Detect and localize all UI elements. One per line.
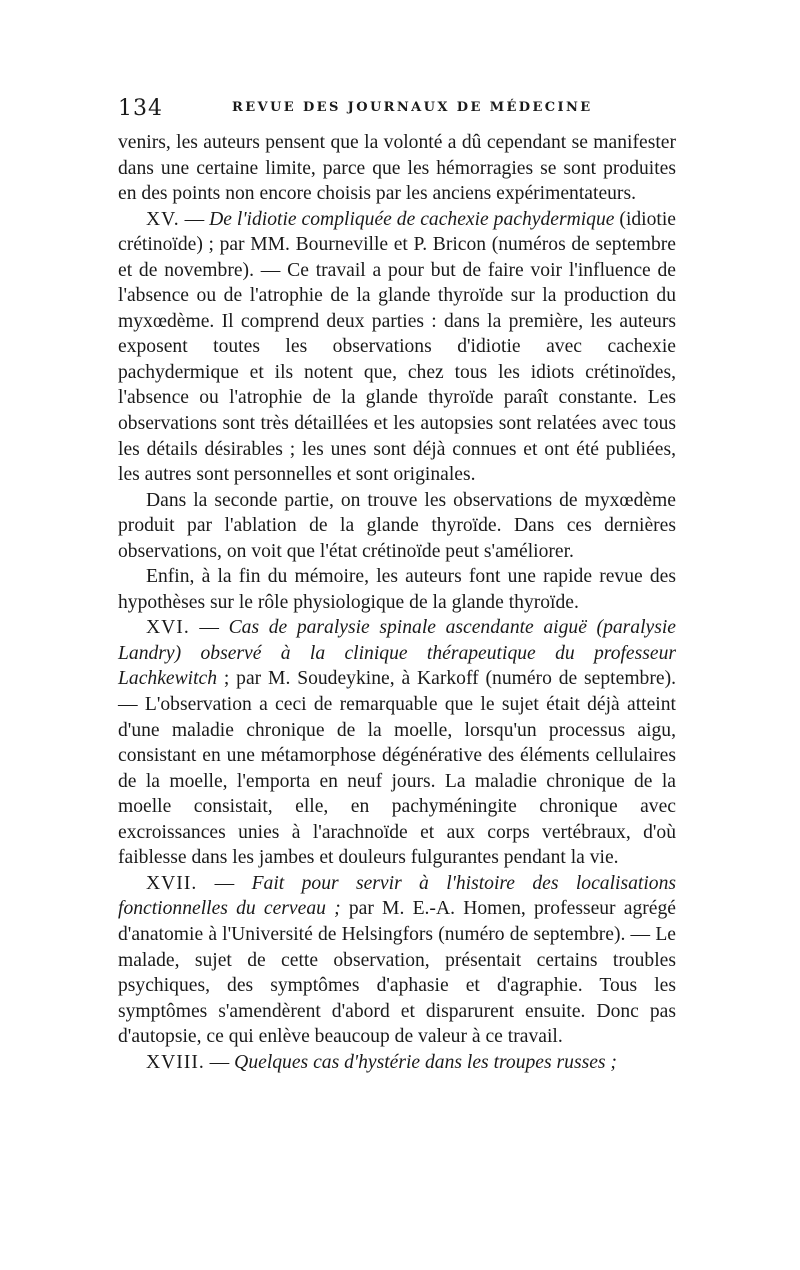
entry-title: Quelques cas d'hystérie dans les troupes russes ; <box>234 1051 617 1073</box>
entry-xvii: XVII. — Fait pour servir à l'histoire des localisations fonctionnelles du cerveau ; par M. E.-A. Homen, professeur agrégé d'anatomie à l'Université de Helsingfors (numéro de septembre). — Le malade, sujet de cette observation, présentait certains troubles psychiques, des symptômes d'aphasie et d'agraphie. Tous les symptômes s'amendèrent d'abord et disparurent ensuite. Donc pas d'autopsie, ce qui enlève beaucoup de valeur à ce travail. <box>118 872 676 1048</box>
entry-title: Fait pour servir à l'histoire des localisations fonctionnelles du cerveau ; <box>118 872 676 920</box>
running-title: REVUE DES JOURNAUX DE MÉDECINE <box>232 100 593 115</box>
entry-number: XV. <box>146 208 180 230</box>
entry-xviii: XVIII. — Quelques cas d'hystérie dans les troupes russes ; <box>146 1051 617 1073</box>
running-head <box>118 96 676 122</box>
entry-text: par M. E.-A. Homen, professeur agrégé d'anatomie à l'Université de Helsingfors (numéro de septembre). — Le malade, sujet de cette observation, présentait certains troubles psychiques, des symptômes d'aphasie et d'agraphie. Tous les symptômes s'amendèrent d'abord et disparurent ensuite. Donc pas d'autopsie, ce qui enlève beaucoup de valeur à ce travail. <box>118 898 676 1048</box>
paragraph-enfin: Enfin, à la fin du mémoire, les auteurs font une rapide revue des hypothèses sur le rôle physiologique de la glande thyroïde. <box>118 566 676 613</box>
book-page <box>118 96 676 1075</box>
paragraph-seconde-partie: Dans la seconde partie, on trouve les observations de myxœdème produit par l'ablation de la glande thyroïde. Dans ces dernières observations, on voit que l'état crétinoïde peut s'améliorer. <box>118 489 676 562</box>
entry-number: XVI. <box>146 617 190 639</box>
paragraph-continuation: venirs, les auteurs pensent que la volonté a dû cependant se manifester dans une certaine limite, parce que les hémorragies se sont produites en des points non encore choisis par les anciens expérimentateurs. <box>118 132 676 205</box>
entry-title: Cas de paralysie spinale ascendante aiguë (paralysie Landry) observé à la clinique thérapeutique du professeur Lachkewitch <box>118 617 676 690</box>
entry-xvi: XVI. — Cas de paralysie spinale ascendante aiguë (paralysie Landry) observé à la clinique thérapeutique du professeur Lachkewitch ; par M. Soudeykine, à Karkoff (numéro de septembre). — L'observation a ceci de remarquable que le sujet était déjà atteint d'une maladie chronique de la moelle, lorsqu'un processus aigu, consistant en une métamorphose dégénérative des éléments cellulaires de la moelle, l'emporta en neuf jours. La maladie chronique de la moelle consistait, elle, en pachyméningite chronique avec excroissances unies à l'arachnoïde et aux corps vertébraux, d'où faiblesse dans les jambes et douleurs fulgurantes pendant la vie. <box>118 617 676 869</box>
page-number: 134 <box>118 96 163 121</box>
entry-number: XVIII. <box>146 1051 205 1073</box>
entry-title: De l'idiotie compliquée de cachexie pachydermique <box>209 208 615 230</box>
entry-text: ; par M. Soudeykine, à Karkoff (numéro de septembre). — L'observation a ceci de remarquable que le sujet était déjà atteint d'une maladie chronique de la moelle, lorsqu'un processus aigu, consistant en une métamorphose dégénérative des éléments cellulaires de la moelle, l'emporta en neuf jours. La maladie chronique de la moelle consistait, elle, en pachyméningite chronique avec excroissances unies à l'arachnoïde et aux corps vertébraux, d'où faiblesse dans les jambes et douleurs fulgurantes pendant la vie. <box>118 668 676 869</box>
entry-text: (idiotie crétinoïde) ; par MM. Bourneville et P. Bricon (numéros de septembre et de novembre). — Ce travail a pour but de faire voir l'influence de l'absence ou de l'atrophie de la glande thyroïde sur la production du myxœdème. Il comprend deux parties : dans la première, les auteurs exposent toutes les observations d'idiotie avec cachexie pachydermique et ils notent que, chez tous les idiots crétinoïdes, l'absence ou l'atrophie de la glande thyroïde paraît constante. Les observations sont très détaillées et les autopsies sont relatées avec tous les détails désirables ; les unes sont déjà connues et ont été publiées, les autres sont personnelles et sont originales. <box>118 208 677 486</box>
entry-number: XVII. <box>146 872 198 894</box>
entry-xv: XV. — De l'idiotie compliquée de cachexie pachydermique (idiotie crétinoïde) ; par MM. Bourneville et P. Bricon (numéros de septembre et de novembre). — Ce travail a pour but de faire voir l'influence de l'absence ou de l'atrophie de la glande thyroïde sur la production du myxœdème. Il comprend deux parties : dans la première, les auteurs exposent toutes les observations d'idiotie avec cachexie pachydermique et ils notent que, chez tous les idiots crétinoïdes, l'absence ou l'atrophie de la glande thyroïde paraît constante. Les observations sont très détaillées et les autopsies sont relatées avec tous les détails désirables ; les unes sont déjà connues et ont été publiées, les autres sont personnelles et sont originales. <box>118 208 677 486</box>
article-body <box>118 130 676 1075</box>
